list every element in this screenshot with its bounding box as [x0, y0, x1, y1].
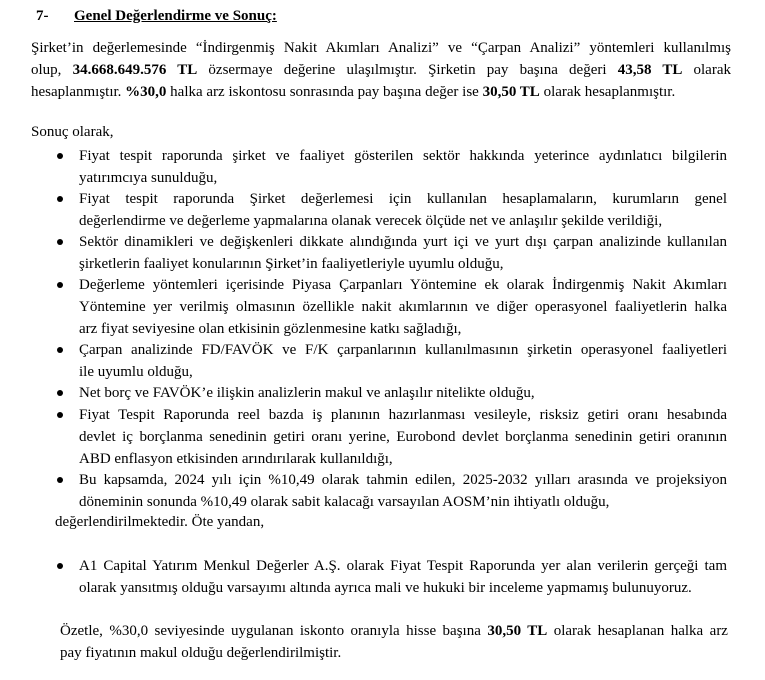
bullet-marker	[57, 339, 73, 361]
bullet-marker	[57, 404, 73, 426]
equity-value: 34.668.649.576 TL	[72, 62, 198, 78]
final-share-price: 30,50 TL	[487, 623, 548, 639]
intro-line-2: olup, 34.668.649.576 TL özsermaye değerine ulaşılmıştır. Şirketin pay başına değeri 43,58 TL olarak	[31, 62, 731, 78]
per-share-value: 43,58 TL	[617, 62, 683, 78]
discount-rate: %30,0	[125, 84, 167, 100]
section-title: Genel Değerlendirme ve Sonuç:	[74, 8, 277, 24]
list-item: Fiyat tespit raporunda Şirket değerlemesi için kullanılan hesaplamaların, kurumların genel değerlendirme ve değerleme yapmalarına olanak verecek ölçüde net ve anlaşılır şekilde verildiği,	[79, 191, 727, 229]
list-item: Fiyat tespit raporunda şirket ve faaliyet gösterilen sektör hakkında yeterince aydınlatıcı bilgilerin yatırımcıya sunulduğu,	[79, 148, 727, 186]
bullet-marker	[57, 469, 73, 491]
bullet-tail: değerlendirilmektedir. Öte yandan,	[55, 514, 265, 530]
intro-paragraph	[31, 37, 731, 103]
summary-line-2: pay fiyatının makul olduğu değerlendirilmiştir.	[60, 645, 342, 661]
list-item: Çarpan analizinde FD/FAVÖK ve F/K çarpanlarının kullanılmasının şirketin operasyonel faaliyetleri ile uyumlu olduğu,	[79, 342, 727, 380]
list-item: Bu kapsamda, 2024 yılı için %10,49 olarak tahmin edilen, 2025-2032 yılları arasında ve projeksiyon döneminin sonunda %10,49 olarak sabit kalacağı varsayılan AOSM’nin ihtiyatlı olduğu,	[79, 472, 727, 510]
list-item: Sektör dinamikleri ve değişkenleri dikkate alındığında yurt içi ve yurt dışı çarpan analizinde kullanılan şirketlerin faaliyet konularının Şirket’in faaliyetleriyle uyumlu olduğu,	[79, 234, 727, 272]
section-number: 7-	[36, 8, 49, 24]
discounted-share-value: 30,50 TL	[482, 84, 540, 100]
intro-line-3: hesaplanmıştır. %30,0 halka arz iskontosu sonrasında pay başına değer ise 30,50 TL olarak hesaplanmıştır.	[31, 84, 676, 100]
list-item-disclaimer: A1 Capital Yatırım Menkul Değerler A.Ş. olarak Fiyat Tespit Raporunda yer alan verilerin gerçeği tam olarak yansıtmış olduğu varsayımı altında ayrıca mali ve hukuki bir inceleme yapmamış bulunuyoruz.	[79, 558, 727, 596]
bullet-marker	[57, 274, 73, 296]
intro-line-1: Şirket’in değerlemesinde “İndirgenmiş Nakit Akımları Analizi” ve “Çarpan Analizi” yöntemleri kullanılmış	[31, 40, 731, 56]
list-item: Net borç ve FAVÖK’e ilişkin analizlerin makul ve anlaşılır nitelikte olduğu,	[79, 385, 535, 401]
conclusion-lead: Sonuç olarak,	[31, 124, 114, 140]
bullet-marker	[57, 145, 73, 167]
summary-paragraph	[60, 620, 728, 664]
bullet-marker	[57, 188, 73, 210]
bullet-marker	[57, 555, 73, 577]
bullet-marker	[57, 231, 73, 253]
bullet-marker	[57, 382, 73, 404]
list-item: Değerleme yöntemleri içerisinde Piyasa Çarpanları Yöntemine ek olarak İndirgenmiş Nakit Akımları Yöntemine yer verilmiş olmasının özellikle nakit akımlarının ve diğer operasyonel faaliyetlerin halka arz fiyat seviyesine olan etkisinin gözlenmesine katkı sağladığı,	[79, 277, 727, 337]
summary-line-1: Özetle, %30,0 seviyesinde uygulanan iskonto oranıyla hisse başına 30,50 TL olarak hesaplanan halka arz	[60, 623, 728, 639]
section-heading	[36, 6, 277, 26]
list-item: Fiyat Tespit Raporunda reel bazda iş planının hazırlanması vesileyle, risksiz getiri oranı hesabında devlet iç borçlanma senedinin getiri oranı yerine, Eurobond devlet borçlanma senedinin getiri oranının ABD enflasyon etkisinden arındırılarak kullanıldığı,	[79, 407, 727, 467]
